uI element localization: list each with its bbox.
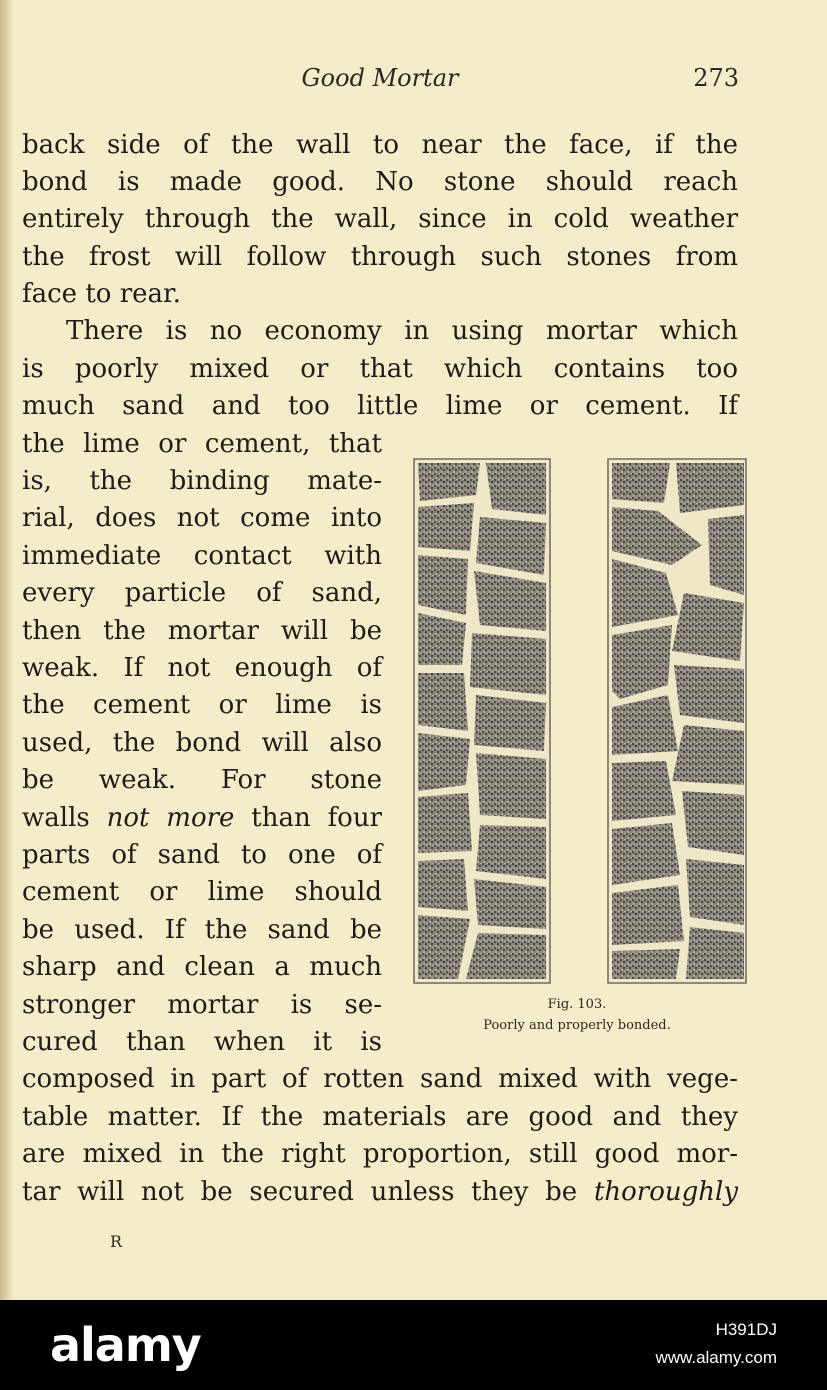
text-line: be weak. For stone (22, 765, 382, 795)
text-line: the lime or cement, that (22, 429, 382, 459)
figure-caption: Poorly and properly bonded. (483, 1018, 671, 1033)
page-number: 273 (693, 64, 739, 92)
text-line: cured than when it is (22, 1027, 382, 1057)
site-url: www.alamy.com (655, 1348, 777, 1367)
text-line: is poorly mixed or that which contains too (22, 354, 738, 384)
poorly-bonded-wall (414, 459, 550, 983)
text-line-with-emphasis (22, 1177, 738, 1207)
text-line: sharp and clean a much (22, 952, 382, 982)
text-line: used, the bond will also (22, 728, 382, 758)
text-line: table matter. If the materials are good and they (22, 1102, 738, 1132)
text-line: much sand and too little lime or cement. If (22, 391, 738, 421)
text-line: stronger mortar is se- (22, 990, 382, 1020)
text-line: immediate contact with (22, 541, 382, 571)
text-line: are mixed in the right proportion, still good mor- (22, 1139, 738, 1169)
text-line: entirely through the wall, since in cold weather (22, 204, 738, 234)
text-line-with-emphasis (22, 803, 382, 833)
emphasized-text: not more (106, 803, 235, 833)
text-line: cement or lime should (22, 877, 382, 907)
running-head-title: Good Mortar (301, 64, 459, 92)
signature-mark: R (110, 1232, 123, 1251)
text-segment: tar will not be secured unless they be (22, 1177, 578, 1207)
text-line: the cement or lime is (22, 690, 382, 720)
text-segment: than four (234, 803, 383, 833)
wall-bond-illustration (410, 455, 750, 987)
text-line: face to rear. (22, 279, 181, 309)
text-line: the frost will follow through such stones from (22, 242, 738, 272)
paragraph-first-line: There is no economy in using mortar which (66, 316, 738, 346)
image-id: H391DJ (715, 1320, 777, 1339)
text-line: bond is made good. No stone should reach (22, 167, 738, 197)
text-line: rial, does not come into (22, 503, 382, 533)
text-line: then the mortar will be (22, 616, 382, 646)
text-line: is, the binding mate- (22, 466, 382, 496)
text-segment: walls (22, 803, 107, 833)
text-line: parts of sand to one of (22, 840, 382, 870)
watermark-footer (0, 1300, 827, 1390)
text-line: every particle of sand, (22, 578, 382, 608)
text-line: composed in part of rotten sand mixed with vege- (22, 1064, 738, 1094)
alamy-logo: alamy (50, 1318, 201, 1372)
text-line: be used. If the sand be (22, 915, 382, 945)
text-line: weak. If not enough of (22, 653, 382, 683)
emphasized-text: thoroughly (593, 1177, 739, 1207)
figure-number: Fig. 103. (547, 997, 607, 1012)
properly-bonded-wall (608, 459, 746, 983)
text-line: back side of the wall to near the face, if the (22, 130, 738, 160)
